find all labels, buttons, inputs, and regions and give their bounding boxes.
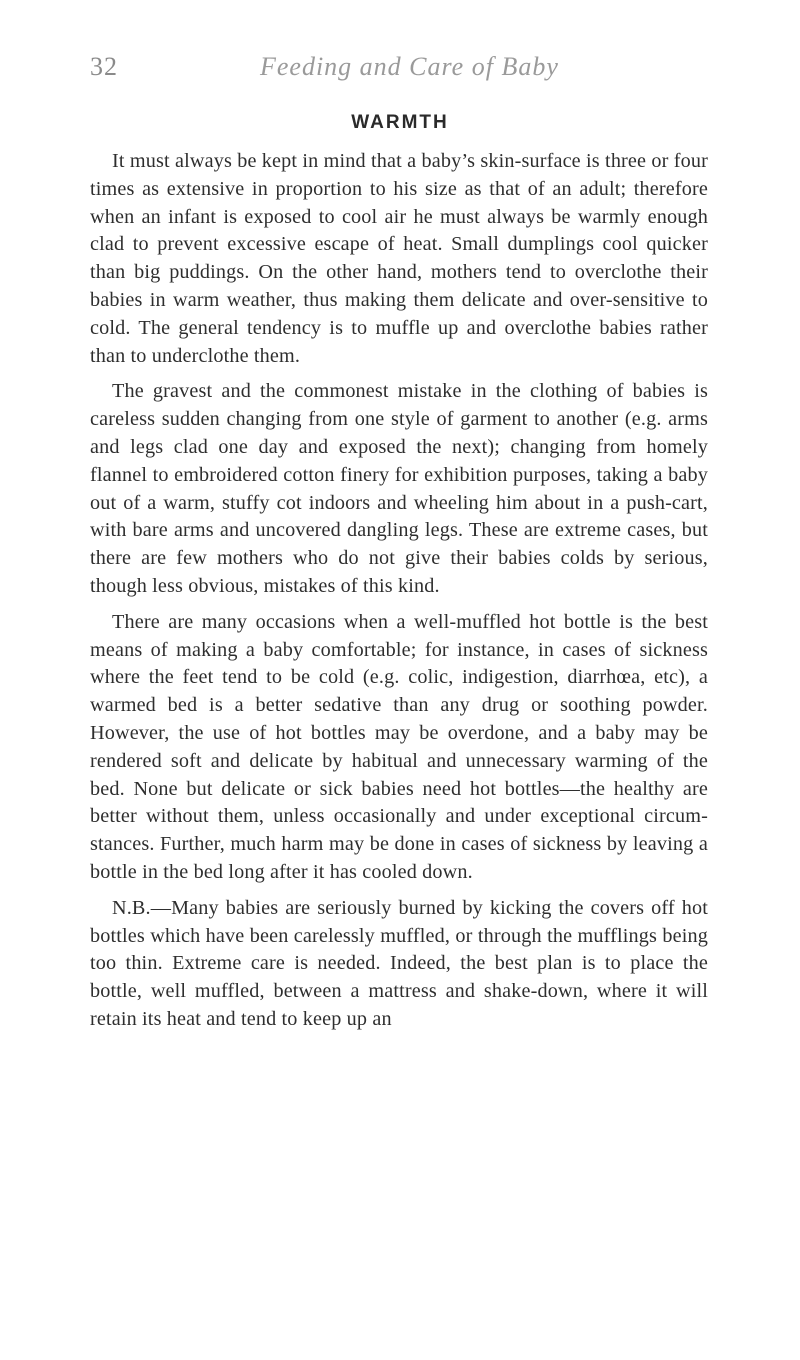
running-head — [90, 52, 730, 86]
paragraph-2: The gravest and the commonest mistake in the clothing of babies is careless sudden changing from one style of garment to another (e.g. arms and legs clad one day and exposed the next); changing from homely flannel to embroidered cotton finery for exhibition purposes, taking a baby out of a warm, stuffy cot indoors and wheeling him about in a push-cart, with bare arms and uncovered dangling legs. These are extreme cases, but there are few mothers who do not give their babies colds by serious, though less obvious, mistakes of this kind. — [90, 380, 708, 597]
paragraph-3: There are many occasions when a well-muffled hot bottle is the best means of making a baby comfortable; for instance, in cases of sickness where the feet tend to be cold (e.g. colic, indigestion, diarrhœa, etc), a warmed bed is a better sedative than any drug or soothing powder. However, the use of hot bottles may be overdone, and a baby may be rendered soft and delicate by habitual and unnecessary warming of the bed. None but delicate or sick babies need hot bottles—the healthy are better without them, unless occasionally and under exceptional circum-stances. Further, much harm may be done in cases of sickness by leaving a bottle in the bed long after it has cooled down. — [90, 610, 708, 883]
running-title: Feeding and Care of Baby — [260, 52, 559, 81]
section-heading: WARMTH — [351, 112, 449, 133]
body-text — [90, 148, 708, 1042]
paragraph-1: It must always be kept in mind that a baby’s skin-surface is three or four times as extensive in proportion to his size as that of an adult; therefore when an infant is exposed to cool air he must always be warmly enough clad to prevent excessive escape of heat. Small dumplings cool quicker than big puddings. On the other hand, mothers tend to overclothe their babies in warm weather, thus making them delicate and over-sensitive to cold. The general tendency is to muffle up and overclothe babies rather than to underclothe them. — [90, 150, 708, 367]
paragraph-nb: N.B.—Many babies are seriously burned by kicking the covers off hot bottles which have been carelessly muffled, or through the mufflings being too thin. Extreme care is needed. Indeed, the best plan is to place the bottle, well muffled, between a mattress and shake-down, where it will retain its heat and tend to keep up an — [90, 896, 708, 1030]
page-number: 32 — [90, 52, 118, 81]
